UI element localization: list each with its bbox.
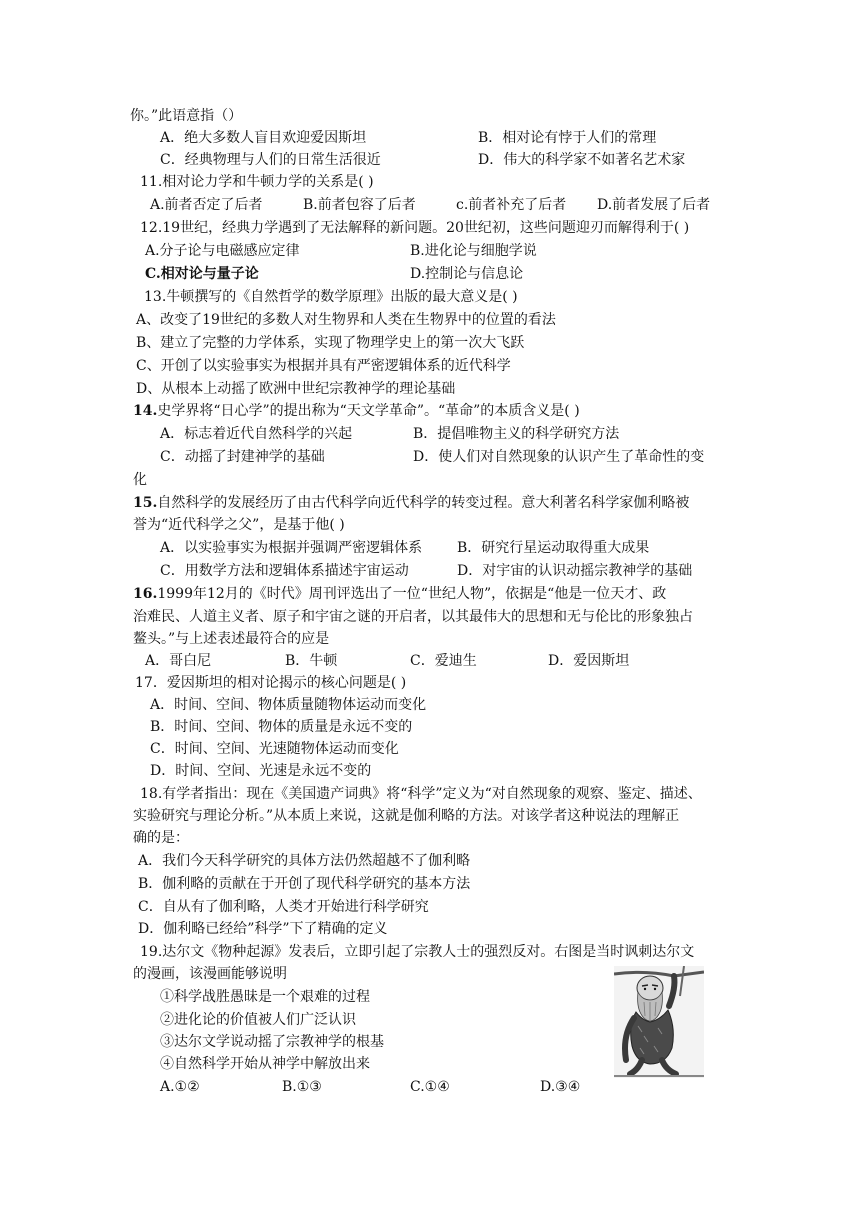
q14-option-d-wrap: 化 [133,472,147,488]
q13-stem: 13.牛顿撰写的《自然哲学的数学原理》出版的最大意义是( ) [144,289,518,305]
q15-stem-line1 [133,493,689,513]
q19-option-c: C.①④ [410,1079,450,1095]
q19-statement-2: ②进化论的价值被人们广泛认识 [160,1012,356,1028]
q19-option-a: A.①② [160,1079,200,1095]
q14-option-c: C．动摇了封建神学的基础 [160,449,325,465]
q18-option-d: D．伽利略已经给”科学”下了精确的定义 [138,921,388,937]
q16-number: 16. [133,586,158,602]
q11-option-d: D.前者发展了后者 [597,197,711,213]
q15-stem-line2: 誉为“近代科学之父”，是基于他( ) [133,517,345,533]
q13-option-d: D、从根本上动摇了欧洲中世纪宗教神学的理论基础 [136,381,456,397]
q15-option-d: D．对宇宙的认识动摇宗教神学的基础 [457,563,693,579]
q19-option-b: B.①③ [282,1079,322,1095]
q19-statement-1: ①科学战胜愚昧是一个艰难的过程 [160,989,370,1005]
q10-option-a: A．绝大多数人盲目欢迎爱因斯坦 [160,130,367,146]
q10-stem-tail: 你。”此语意指（） [130,108,243,124]
q19-stem-line2: 的漫画，该漫画能够说明 [133,966,287,982]
q19-statement-3: ③达尔文学说动摇了宗教神学的根基 [160,1034,384,1050]
q13-option-c: C、开创了以实验事实为根据并具有严密逻辑体系的近代科学 [136,358,511,374]
q14-option-d: D．使人们对自然现象的认识产生了革命性的变 [413,449,705,465]
q18-option-a: A．我们今天科学研究的具体方法仍然超越不了伽利略 [138,853,471,869]
q17-option-c: C．时间、空间、光速随物体运动而变化 [150,741,399,757]
q16-option-d: D．爱因斯坦 [548,653,630,669]
q18-stem-line2: 实验研究与理论分析。”从本质上来说，这就是伽利略的方法。对该学者这种说法的理解正 [133,808,680,824]
q18-stem-line3: 确的是： [133,830,189,846]
q11-stem: 11.相对论力学和牛顿力学的关系是( ) [140,174,374,190]
q16-stem-line3: 鳌头。”与上述表述最符合的应是 [133,631,330,647]
q17-option-b: B．时间、空间、物体的质量是永远不变的 [150,719,413,735]
q11-option-b: B.前者包容了后者 [303,197,416,213]
q13-option-a: A、改变了19世纪的多数人对生物界和人类在生物界中的位置的看法 [136,312,556,328]
q12-option-c: C.相对论与量子论 [145,266,259,282]
q12-stem: 12.19世纪，经典力学遇到了无法解释的新问题。20世纪初，这些问题迎刃而解得利于( ) [140,220,690,236]
q16-stem-line1 [133,584,666,604]
q12-option-a: A.分子论与电磁感应定律 [145,243,300,259]
q16-option-a: A．哥白尼 [145,653,212,669]
q10-option-d: D．伟大的科学家不如著名艺术家 [478,152,686,168]
q14-option-b: B．提倡唯物主义的科学研究方法 [413,426,620,442]
q13-option-b: B、建立了完整的力学体系，实现了物理学史上的第一次大飞跃 [136,335,525,351]
q14-stem [133,401,580,421]
q10-option-c: C．经典物理与人们的日常生活很近 [160,152,381,168]
q15-stem-text: 自然科学的发展经历了由古代科学向近代科学的转变过程。意大利著名科学家伽利略被 [157,495,690,511]
q16-stem-text: 1999年12月的《时代》周刊评选出了一位“世纪人物”，依据是“他是一位天才、政 [157,586,667,602]
q16-option-b: B．牛顿 [285,653,338,669]
q18-option-b: B．伽利略的贡献在于开创了现代科学研究的基本方法 [138,876,471,892]
q15-option-c: C．用数学方法和逻辑体系描述宇宙运动 [160,563,409,579]
darwin-caricature-image [614,966,704,1078]
q14-stem-text: 史学界将“日心学”的提出称为“天文学革命”。“革命”的本质含义是( ) [157,403,580,419]
q15-option-a: A．以实验事实为根据并强调严密逻辑体系 [160,540,423,556]
q17-stem: 17．爱因斯坦的相对论揭示的核心问题是( ) [135,675,407,691]
q16-option-c: C．爱迪生 [410,653,477,669]
q11-option-c: c.前者补充了后者 [456,197,567,213]
q11-option-a: A.前者否定了后者 [150,197,263,213]
q16-stem-line2: 治难民、人道主义者、原子和宇宙之谜的开启者，以其最伟大的思想和无与伦比的形象独占 [133,609,693,625]
q18-option-c: C．自从有了伽利略，人类才开始进行科学研究 [138,899,429,915]
q15-option-b: B．研究行星运动取得重大成果 [457,540,650,556]
q19-option-d: D.③④ [540,1079,581,1095]
q14-option-a: A．标志着近代自然科学的兴起 [160,426,353,442]
q14-number: 14. [133,403,158,419]
q19-statement-4: ④自然科学开始从神学中解放出来 [160,1056,370,1072]
q19-stem-line1: 19.达尔文《物种起源》发表后，立即引起了宗教人士的强烈反对。右图是当时讽刺达尔文 [140,944,695,960]
q18-stem-line1: 18.有学者指出：现在《美国遗产词典》将“科学”定义为“对自然现象的观察、鉴定、描述、 [140,786,702,802]
q17-option-d: D．时间、空间、光速是永远不变的 [150,763,372,779]
q15-number: 15. [133,495,158,511]
q10-option-b: B．相对论有悖于人们的常理 [478,130,657,146]
q17-option-a: A．时间、空间、物体质量随物体运动而变化 [150,697,427,713]
q12-option-b: B.进化论与细胞学说 [410,243,537,259]
q12-option-d: D.控制论与信息论 [410,266,524,282]
